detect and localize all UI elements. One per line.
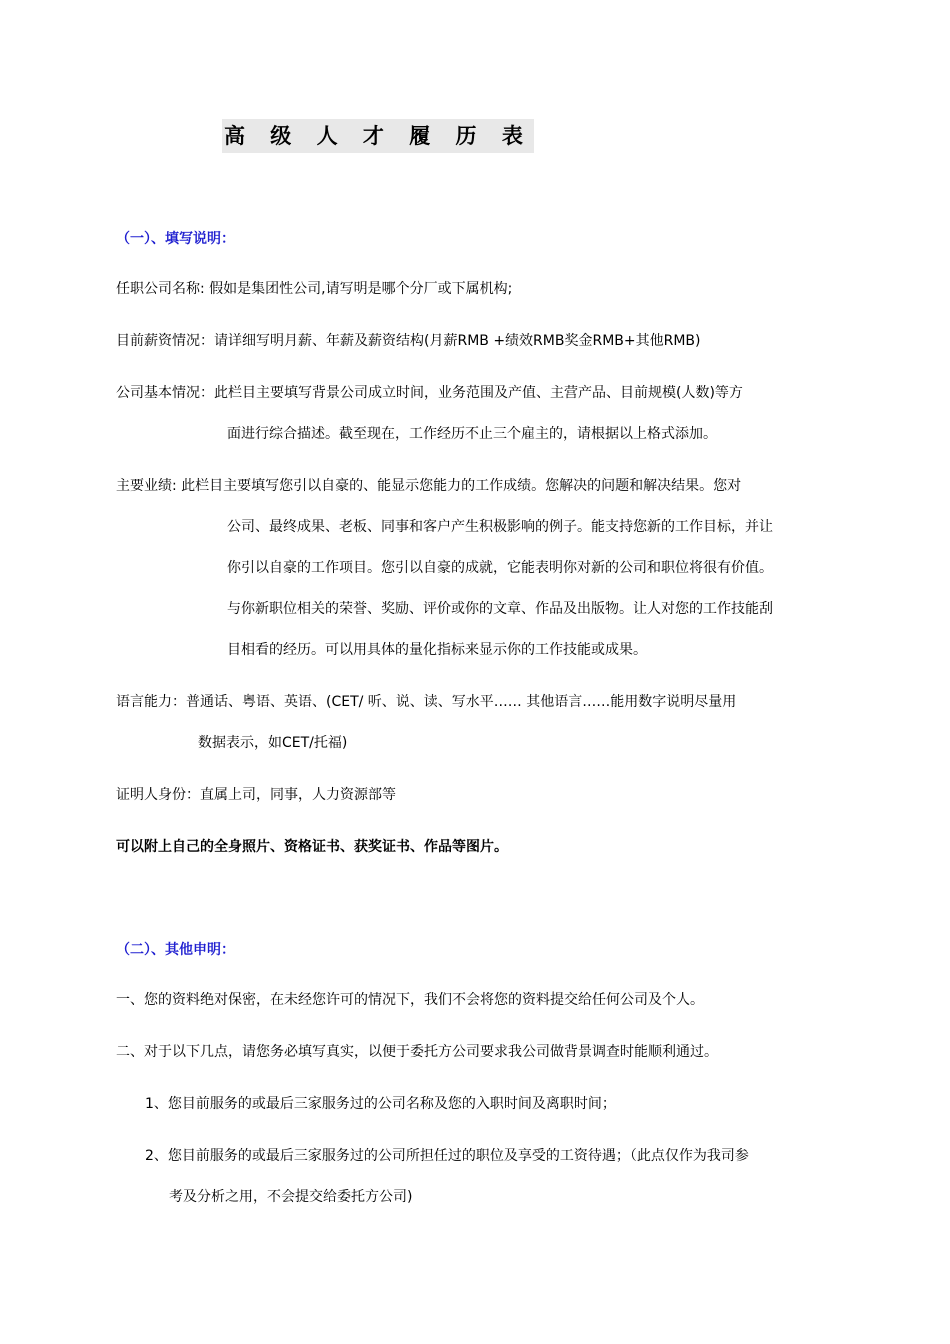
section-heading-instructions: （一）、填写说明： bbox=[116, 231, 235, 247]
language-note-line: 数据表示，如CET/托福) bbox=[198, 735, 348, 751]
salary-note: 目前薪资情况：请详细写明月薪、年薪及薪资结构(月薪RMB +绩效RMB奖金RMB+其他RMB) bbox=[116, 333, 701, 349]
attachments-note: 可以附上自己的全身照片、资格证书、获奖证书、作品等图片。 bbox=[116, 839, 508, 855]
language-note-line: 语言能力：普通话、粤语、英语、(CET/ 听、说、读、写水平…… 其他语言……能用数字说明尽量用 bbox=[116, 694, 737, 710]
achievements-note-line: 主要业绩: 此栏目主要填写您引以自豪的、能显示您能力的工作成绩。您解决的问题和解决结果。您对 bbox=[116, 478, 742, 494]
document-title: 高 级 人 才 履 历 表 bbox=[222, 119, 534, 153]
declaration-item: 二、对于以下几点，请您务必填写真实，以便于委托方公司要求我公司做背景调查时能顺利通过。 bbox=[116, 1044, 718, 1060]
achievements-note-line: 与你新职位相关的荣誉、奖励、评价或你的文章、作品及出版物。让人对您的工作技能刮 bbox=[227, 601, 773, 617]
section-heading-declaration: （二）、其他申明： bbox=[116, 942, 235, 958]
reference-note: 证明人身份：直属上司，同事，人力资源部等 bbox=[116, 787, 396, 803]
declaration-item: 一、您的资料绝对保密，在未经您许可的情况下，我们不会将您的资料提交给任何公司及个人。 bbox=[116, 992, 704, 1008]
company-basic-note-line: 面进行综合描述。截至现在，工作经历不止三个雇主的，请根据以上格式添加。 bbox=[227, 426, 717, 442]
declaration-subitem-line: 2、您目前服务的或最后三家服务过的公司所担任过的职位及享受的工资待遇；（此点仅作为我司参 bbox=[145, 1148, 749, 1164]
company-basic-note-line: 公司基本情况：此栏目主要填写背景公司成立时间，业务范围及产值、主营产品、目前规模(人数)等方 bbox=[116, 385, 743, 401]
declaration-subitem-line: 考及分析之用，不会提交给委托方公司) bbox=[169, 1189, 413, 1205]
achievements-note-line: 公司、最终成果、老板、同事和客户产生积极影响的例子。能支持您新的工作目标，并让 bbox=[227, 519, 773, 535]
company-name-note: 任职公司名称: 假如是集团性公司,请写明是哪个分厂或下属机构; bbox=[116, 281, 513, 297]
declaration-subitem: 1、您目前服务的或最后三家服务过的公司名称及您的入职时间及离职时间； bbox=[145, 1096, 616, 1112]
achievements-note-line: 你引以自豪的工作项目。您引以自豪的成就，它能表明你对新的公司和职位将很有价值。 bbox=[227, 560, 773, 576]
achievements-note-line: 目相看的经历。可以用具体的量化指标来显示你的工作技能或成果。 bbox=[227, 642, 647, 658]
